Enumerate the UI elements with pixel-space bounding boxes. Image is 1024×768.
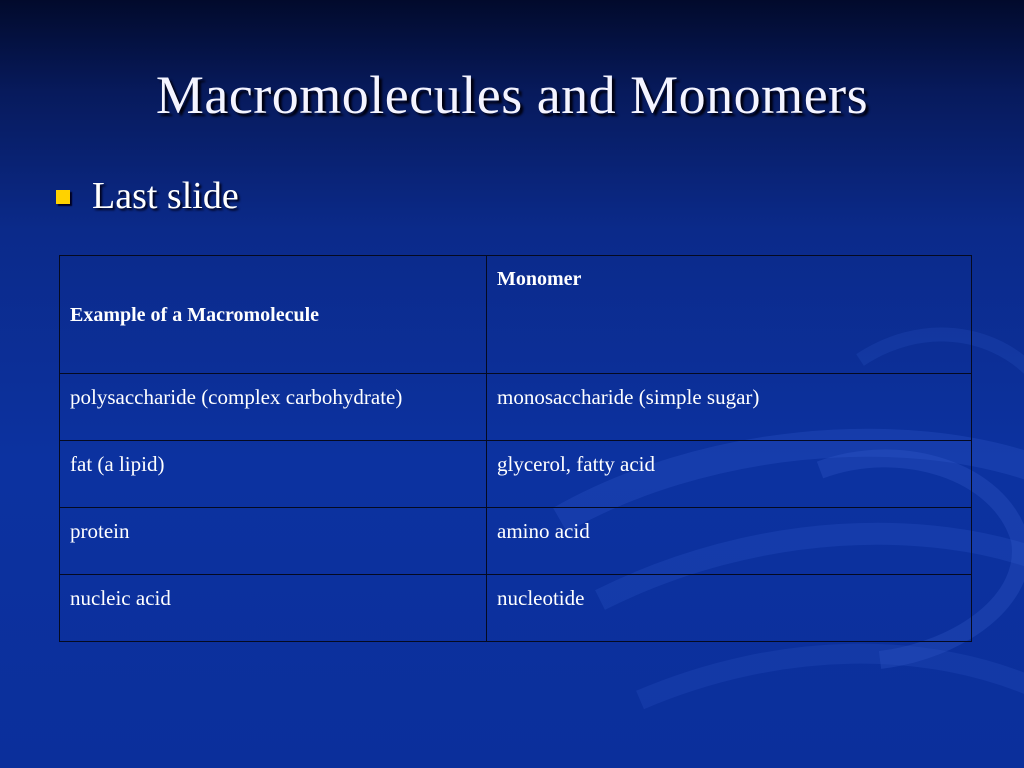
- table-cell-macromolecule: polysaccharide (complex carbohydrate): [60, 374, 487, 441]
- table-cell-monomer: amino acid: [487, 508, 972, 575]
- table-row: [60, 575, 972, 642]
- table-cell-macromolecule: protein: [60, 508, 487, 575]
- table-cell-monomer: glycerol, fatty acid: [487, 441, 972, 508]
- table-row: [60, 441, 972, 508]
- table-cell-monomer: monosaccharide (simple sugar): [487, 374, 972, 441]
- table-row: [60, 508, 972, 575]
- table-cell-monomer: nucleotide: [487, 575, 972, 642]
- header-cell-monomer: Monomer: [487, 256, 972, 374]
- macromolecule-table: [59, 255, 972, 642]
- header-cell-macromolecule: Example of a Macromolecule: [60, 256, 487, 374]
- bullet-text: Last slide: [92, 175, 239, 217]
- bullet-item: [56, 172, 239, 220]
- square-bullet-icon: [56, 190, 70, 204]
- table-cell-macromolecule: nucleic acid: [60, 575, 487, 642]
- table-row: [60, 374, 972, 441]
- table-cell-macromolecule: fat (a lipid): [60, 441, 487, 508]
- table-header-row: [60, 256, 972, 374]
- slide-title: Macromolecules and Monomers: [155, 65, 869, 125]
